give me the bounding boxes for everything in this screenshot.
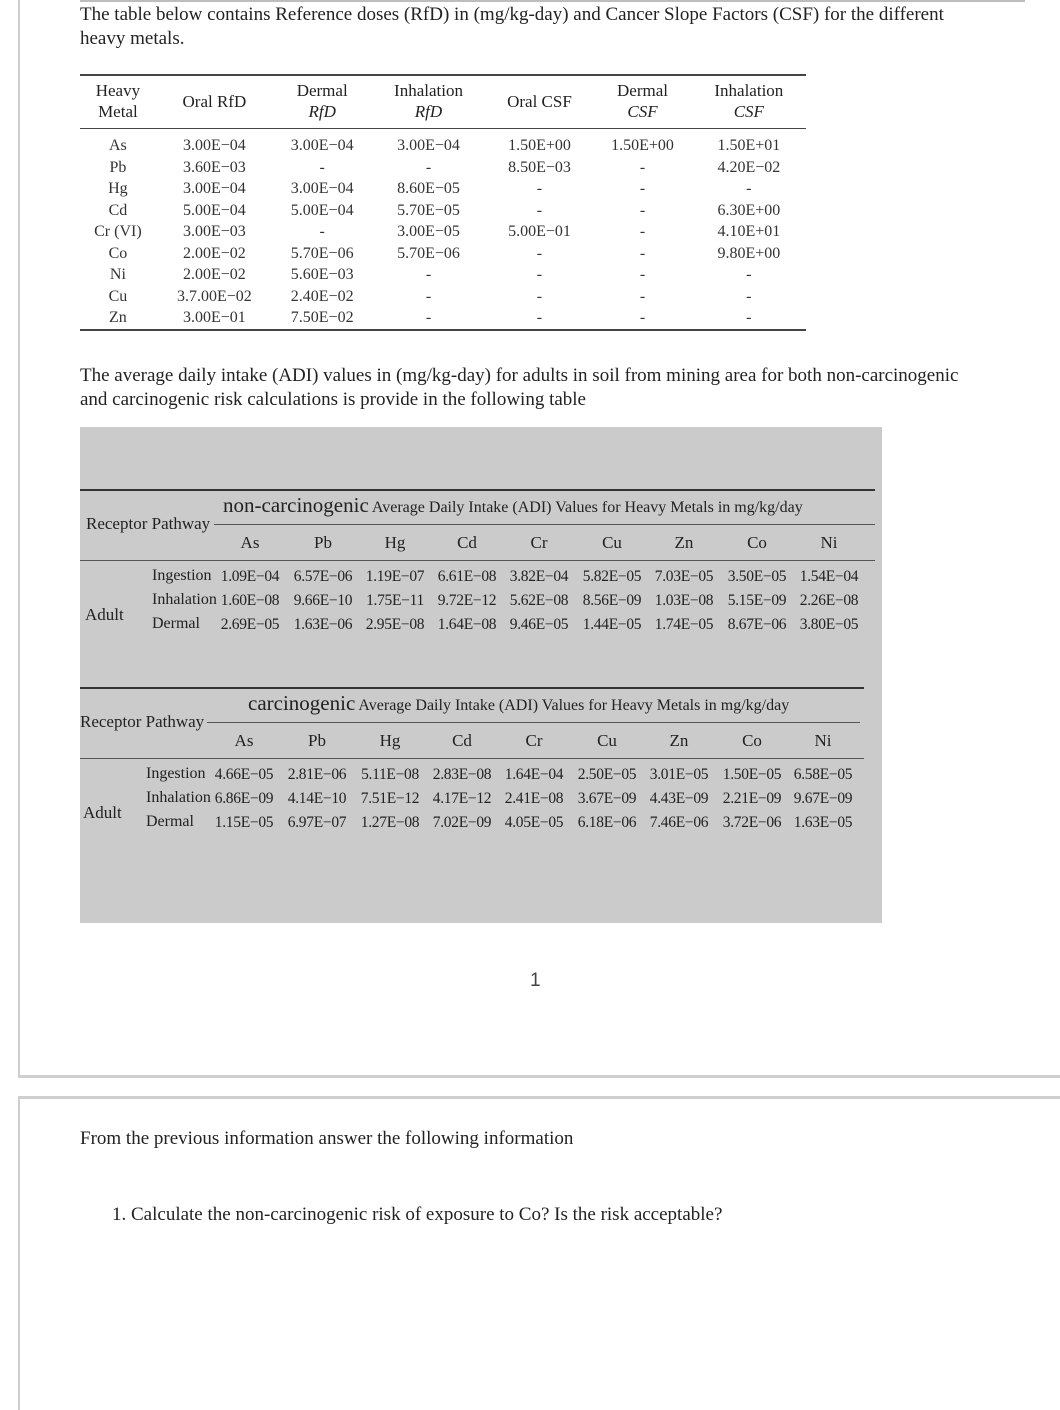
top-divider xyxy=(80,0,1025,2)
element-header: Cr xyxy=(525,731,543,750)
value-cell: 7.02E−09 xyxy=(432,814,492,831)
value-cell: 2.00E−02 xyxy=(182,244,246,262)
value-cell: 5.70E−05 xyxy=(397,201,460,219)
value-cell: 5.00E−01 xyxy=(508,223,571,240)
value-cell: - xyxy=(425,309,432,326)
value-cell: 8.60E−05 xyxy=(397,180,460,197)
value-cell: 3.80E−05 xyxy=(799,616,859,633)
value-cell: 3.00E−04 xyxy=(397,137,460,154)
rfd-csf-table xyxy=(80,74,806,331)
element-header: Co xyxy=(742,731,762,750)
value-cell: 1.64E−04 xyxy=(504,766,564,783)
table-row xyxy=(80,243,806,265)
table-row xyxy=(80,200,806,222)
top-rule xyxy=(80,687,864,689)
value-cell: 5.60E−03 xyxy=(290,266,354,283)
body-rule xyxy=(80,758,864,759)
title-rest: Average Daily Intake (ADI) Values for Heavy Metals in mg/kg/day xyxy=(368,499,803,516)
value-cell: 5.15E−09 xyxy=(727,592,787,609)
table-row xyxy=(80,307,806,330)
metal-name-cell: As xyxy=(109,137,127,154)
value-cell: - xyxy=(639,223,646,240)
value-cell: 1.50E+00 xyxy=(611,137,674,154)
value-cell: 3.00E−04 xyxy=(290,180,354,197)
value-cell: - xyxy=(425,287,432,305)
value-cell: 1.63E−05 xyxy=(793,814,853,831)
value-cell: 3.01E−05 xyxy=(649,766,709,783)
value-cell: 5.70E−06 xyxy=(397,244,460,262)
value-cell: 1.60E−08 xyxy=(220,592,280,609)
value-cell: 1.74E−05 xyxy=(654,616,714,633)
value-cell: 2.83E−08 xyxy=(432,766,492,783)
value-cell: 2.95E−08 xyxy=(365,616,425,633)
value-cell: 7.50E−02 xyxy=(290,309,354,326)
pathway-label: Inhalation xyxy=(152,591,217,608)
element-header: Hg xyxy=(384,533,406,552)
value-cell: 1.75E−11 xyxy=(366,592,424,609)
element-header: Cr xyxy=(530,533,548,552)
value-cell: 3.50E−05 xyxy=(727,568,787,585)
element-header: Cd xyxy=(457,533,477,552)
value-cell: 9.66E−10 xyxy=(293,592,353,609)
value-cell: 3.00E−03 xyxy=(182,223,246,240)
value-cell: - xyxy=(319,223,325,240)
value-cell: 1.03E−08 xyxy=(654,592,714,609)
adult-label: Adult xyxy=(83,803,122,822)
value-cell: 1.64E−08 xyxy=(437,616,497,633)
value-cell: - xyxy=(639,309,646,326)
receptor-pathway-label: Receptor Pathway xyxy=(80,712,205,731)
element-header: Pb xyxy=(308,731,326,750)
table-row xyxy=(80,178,806,200)
element-header: Hg xyxy=(379,731,401,750)
value-cell: 3.00E−04 xyxy=(182,180,246,197)
value-cell: 5.00E−04 xyxy=(182,201,246,219)
value-cell: - xyxy=(639,266,646,283)
value-cell: 9.46E−05 xyxy=(509,616,569,633)
title-emphasis: carcinogenic xyxy=(248,691,356,715)
element-header: Co xyxy=(747,533,767,552)
header-rule xyxy=(214,524,875,525)
value-cell: 1.27E−08 xyxy=(360,814,420,831)
value-cell: - xyxy=(536,244,543,262)
adult-label: Adult xyxy=(85,605,124,624)
value-cell: 4.14E−10 xyxy=(287,790,347,807)
table-row xyxy=(80,264,806,286)
value-cell: - xyxy=(746,180,752,197)
value-cell: 8.50E−03 xyxy=(508,158,571,176)
col-header: Inhalation CSF xyxy=(714,81,784,121)
element-header: Ni xyxy=(820,533,838,552)
metal-name-cell: Ni xyxy=(109,266,126,283)
value-cell: 6.58E−05 xyxy=(793,766,853,783)
value-cell: 5.00E−04 xyxy=(290,201,354,219)
value-cell: - xyxy=(425,266,432,283)
value-cell: 2.81E−06 xyxy=(287,766,347,783)
value-cell: 2.00E−02 xyxy=(182,266,246,283)
element-header: Cu xyxy=(597,731,617,750)
element-header: As xyxy=(234,731,254,750)
value-cell: 6.61E−08 xyxy=(437,568,497,585)
value-cell: 7.03E−05 xyxy=(654,568,714,585)
metal-name-cell: Pb xyxy=(109,158,127,176)
table-row xyxy=(80,221,806,243)
page-number: 1 xyxy=(530,970,541,991)
value-cell: 4.20E−02 xyxy=(717,158,781,176)
value-cell: 1.50E+01 xyxy=(717,137,781,154)
value-cell: - xyxy=(639,201,646,219)
value-cell: - xyxy=(639,244,646,262)
value-cell: 6.30E+00 xyxy=(717,201,781,219)
value-cell: 1.50E−05 xyxy=(722,766,782,783)
question-intro: From the previous information answer the following information xyxy=(80,1128,574,1149)
pathway-label: Ingestion xyxy=(152,567,212,584)
element-header: Cu xyxy=(602,533,622,552)
page-gap xyxy=(0,1078,1060,1096)
value-cell: 4.17E−12 xyxy=(432,790,492,807)
metal-name-cell: Cd xyxy=(108,201,128,219)
value-cell: 1.19E−07 xyxy=(365,568,425,585)
intro-paragraph-2: The average daily intake (ADI) values in (mg/kg-day) for adults in soil from mining area for both non-carcinogenic and carcinogenic risk calculations is provide in the following table xyxy=(80,365,959,410)
value-cell: 6.86E−09 xyxy=(214,790,274,807)
value-cell: 4.66E−05 xyxy=(214,766,274,783)
table-title xyxy=(223,493,803,518)
table-row xyxy=(80,286,806,308)
value-cell: 8.67E−06 xyxy=(727,616,787,633)
value-cell: 2.69E−05 xyxy=(220,616,280,633)
title-emphasis: non-carcinogenic xyxy=(223,493,369,517)
value-cell: - xyxy=(639,287,646,305)
value-cell: 3.7.00E−02 xyxy=(176,287,252,305)
value-cell: 5.82E−05 xyxy=(582,568,642,585)
element-header: Cd xyxy=(452,731,472,750)
value-cell: - xyxy=(536,266,543,283)
pathway-label: Dermal xyxy=(146,813,194,830)
col-header: Oral RfD xyxy=(182,91,247,111)
table-row xyxy=(80,157,806,179)
value-cell: 1.54E−04 xyxy=(799,568,859,585)
value-cell: 5.62E−08 xyxy=(509,592,569,609)
value-cell: 1.44E−05 xyxy=(582,616,642,633)
value-cell: 8.56E−09 xyxy=(582,592,642,609)
adi-panel xyxy=(80,427,882,923)
value-cell: 2.41E−08 xyxy=(504,790,564,807)
metal-name-cell: Hg xyxy=(108,180,128,197)
top-rule xyxy=(80,489,875,491)
value-cell: 6.18E−06 xyxy=(577,814,637,831)
value-cell: 9.80E+00 xyxy=(717,244,781,262)
title-rest: Average Daily Intake (ADI) Values for Heavy Metals in mg/kg/day xyxy=(355,697,790,714)
metal-name-cell: Cu xyxy=(108,287,128,305)
value-cell: - xyxy=(425,158,432,176)
value-cell: - xyxy=(746,287,752,305)
value-cell: 7.46E−06 xyxy=(649,814,709,831)
value-cell: 1.50E+00 xyxy=(508,137,571,154)
value-cell: 4.43E−09 xyxy=(649,790,709,807)
col-header: Dermal RfD xyxy=(296,81,348,121)
value-cell: 6.57E−06 xyxy=(293,568,353,585)
intro-paragraph-1: The table below contains Reference doses (RfD) in (mg/kg-day) and Cancer Slope Factors (CSF) for the different heavy metals. xyxy=(80,4,944,49)
value-cell: 4.05E−05 xyxy=(504,814,564,831)
value-cell: 9.67E−09 xyxy=(793,790,853,807)
value-cell: 3.60E−03 xyxy=(182,158,246,176)
value-cell: - xyxy=(536,309,543,326)
metal-name-cell: Co xyxy=(108,244,128,262)
value-cell: - xyxy=(536,180,543,197)
value-cell: 2.40E−02 xyxy=(290,287,354,305)
element-header: Ni xyxy=(814,731,832,750)
element-header: Zn xyxy=(669,731,689,750)
table-row xyxy=(80,129,806,157)
metal-name-cell: Zn xyxy=(109,309,127,326)
table-header-row xyxy=(80,75,806,129)
element-header: As xyxy=(240,533,260,552)
value-cell: - xyxy=(536,201,543,219)
value-cell: 2.26E−08 xyxy=(799,592,859,609)
value-cell: 1.63E−06 xyxy=(293,616,353,633)
value-cell: - xyxy=(639,158,646,176)
value-cell: 5.11E−08 xyxy=(361,766,419,783)
value-cell: - xyxy=(319,158,325,176)
value-cell: 1.09E−04 xyxy=(220,568,280,585)
element-header: Pb xyxy=(314,533,332,552)
value-cell: - xyxy=(746,309,752,326)
value-cell: - xyxy=(746,266,752,283)
metal-name-cell: Cr (VI) xyxy=(94,223,142,240)
value-cell: 3.82E−04 xyxy=(509,568,569,585)
value-cell: 7.51E−12 xyxy=(360,790,420,807)
value-cell: 3.00E−01 xyxy=(182,309,246,326)
col-header: Heavy Metal xyxy=(95,81,141,121)
table-title xyxy=(248,691,789,716)
value-cell: 3.72E−06 xyxy=(722,814,782,831)
value-cell: 1.15E−05 xyxy=(214,814,274,831)
question-1: 1. Calculate the non-carcinogenic risk of exposure to Co? Is the risk acceptable? xyxy=(112,1204,723,1225)
value-cell: 9.72E−12 xyxy=(437,592,497,609)
value-cell: 5.70E−06 xyxy=(290,244,354,262)
col-header: Inhalation RfD xyxy=(394,81,463,121)
value-cell: 4.10E+01 xyxy=(717,223,781,240)
header-rule xyxy=(207,722,860,723)
col-header: Dermal CSF xyxy=(617,81,668,121)
pathway-label: Dermal xyxy=(152,615,200,632)
value-cell: 3.00E−04 xyxy=(290,137,354,154)
value-cell: 6.97E−07 xyxy=(287,814,347,831)
value-cell: 3.00E−05 xyxy=(397,223,460,240)
value-cell: - xyxy=(536,287,543,305)
element-header: Zn xyxy=(674,533,694,552)
value-cell: 3.67E−09 xyxy=(577,790,637,807)
value-cell: - xyxy=(639,180,646,197)
pathway-label: Ingestion xyxy=(146,765,206,782)
value-cell: 3.00E−04 xyxy=(182,137,246,154)
body-rule xyxy=(80,560,875,561)
value-cell: 2.21E−09 xyxy=(722,790,782,807)
pathway-label: Inhalation xyxy=(146,789,211,806)
col-header: Oral CSF xyxy=(507,91,572,111)
receptor-pathway-label: Receptor Pathway xyxy=(86,514,211,533)
value-cell: 2.50E−05 xyxy=(577,766,637,783)
